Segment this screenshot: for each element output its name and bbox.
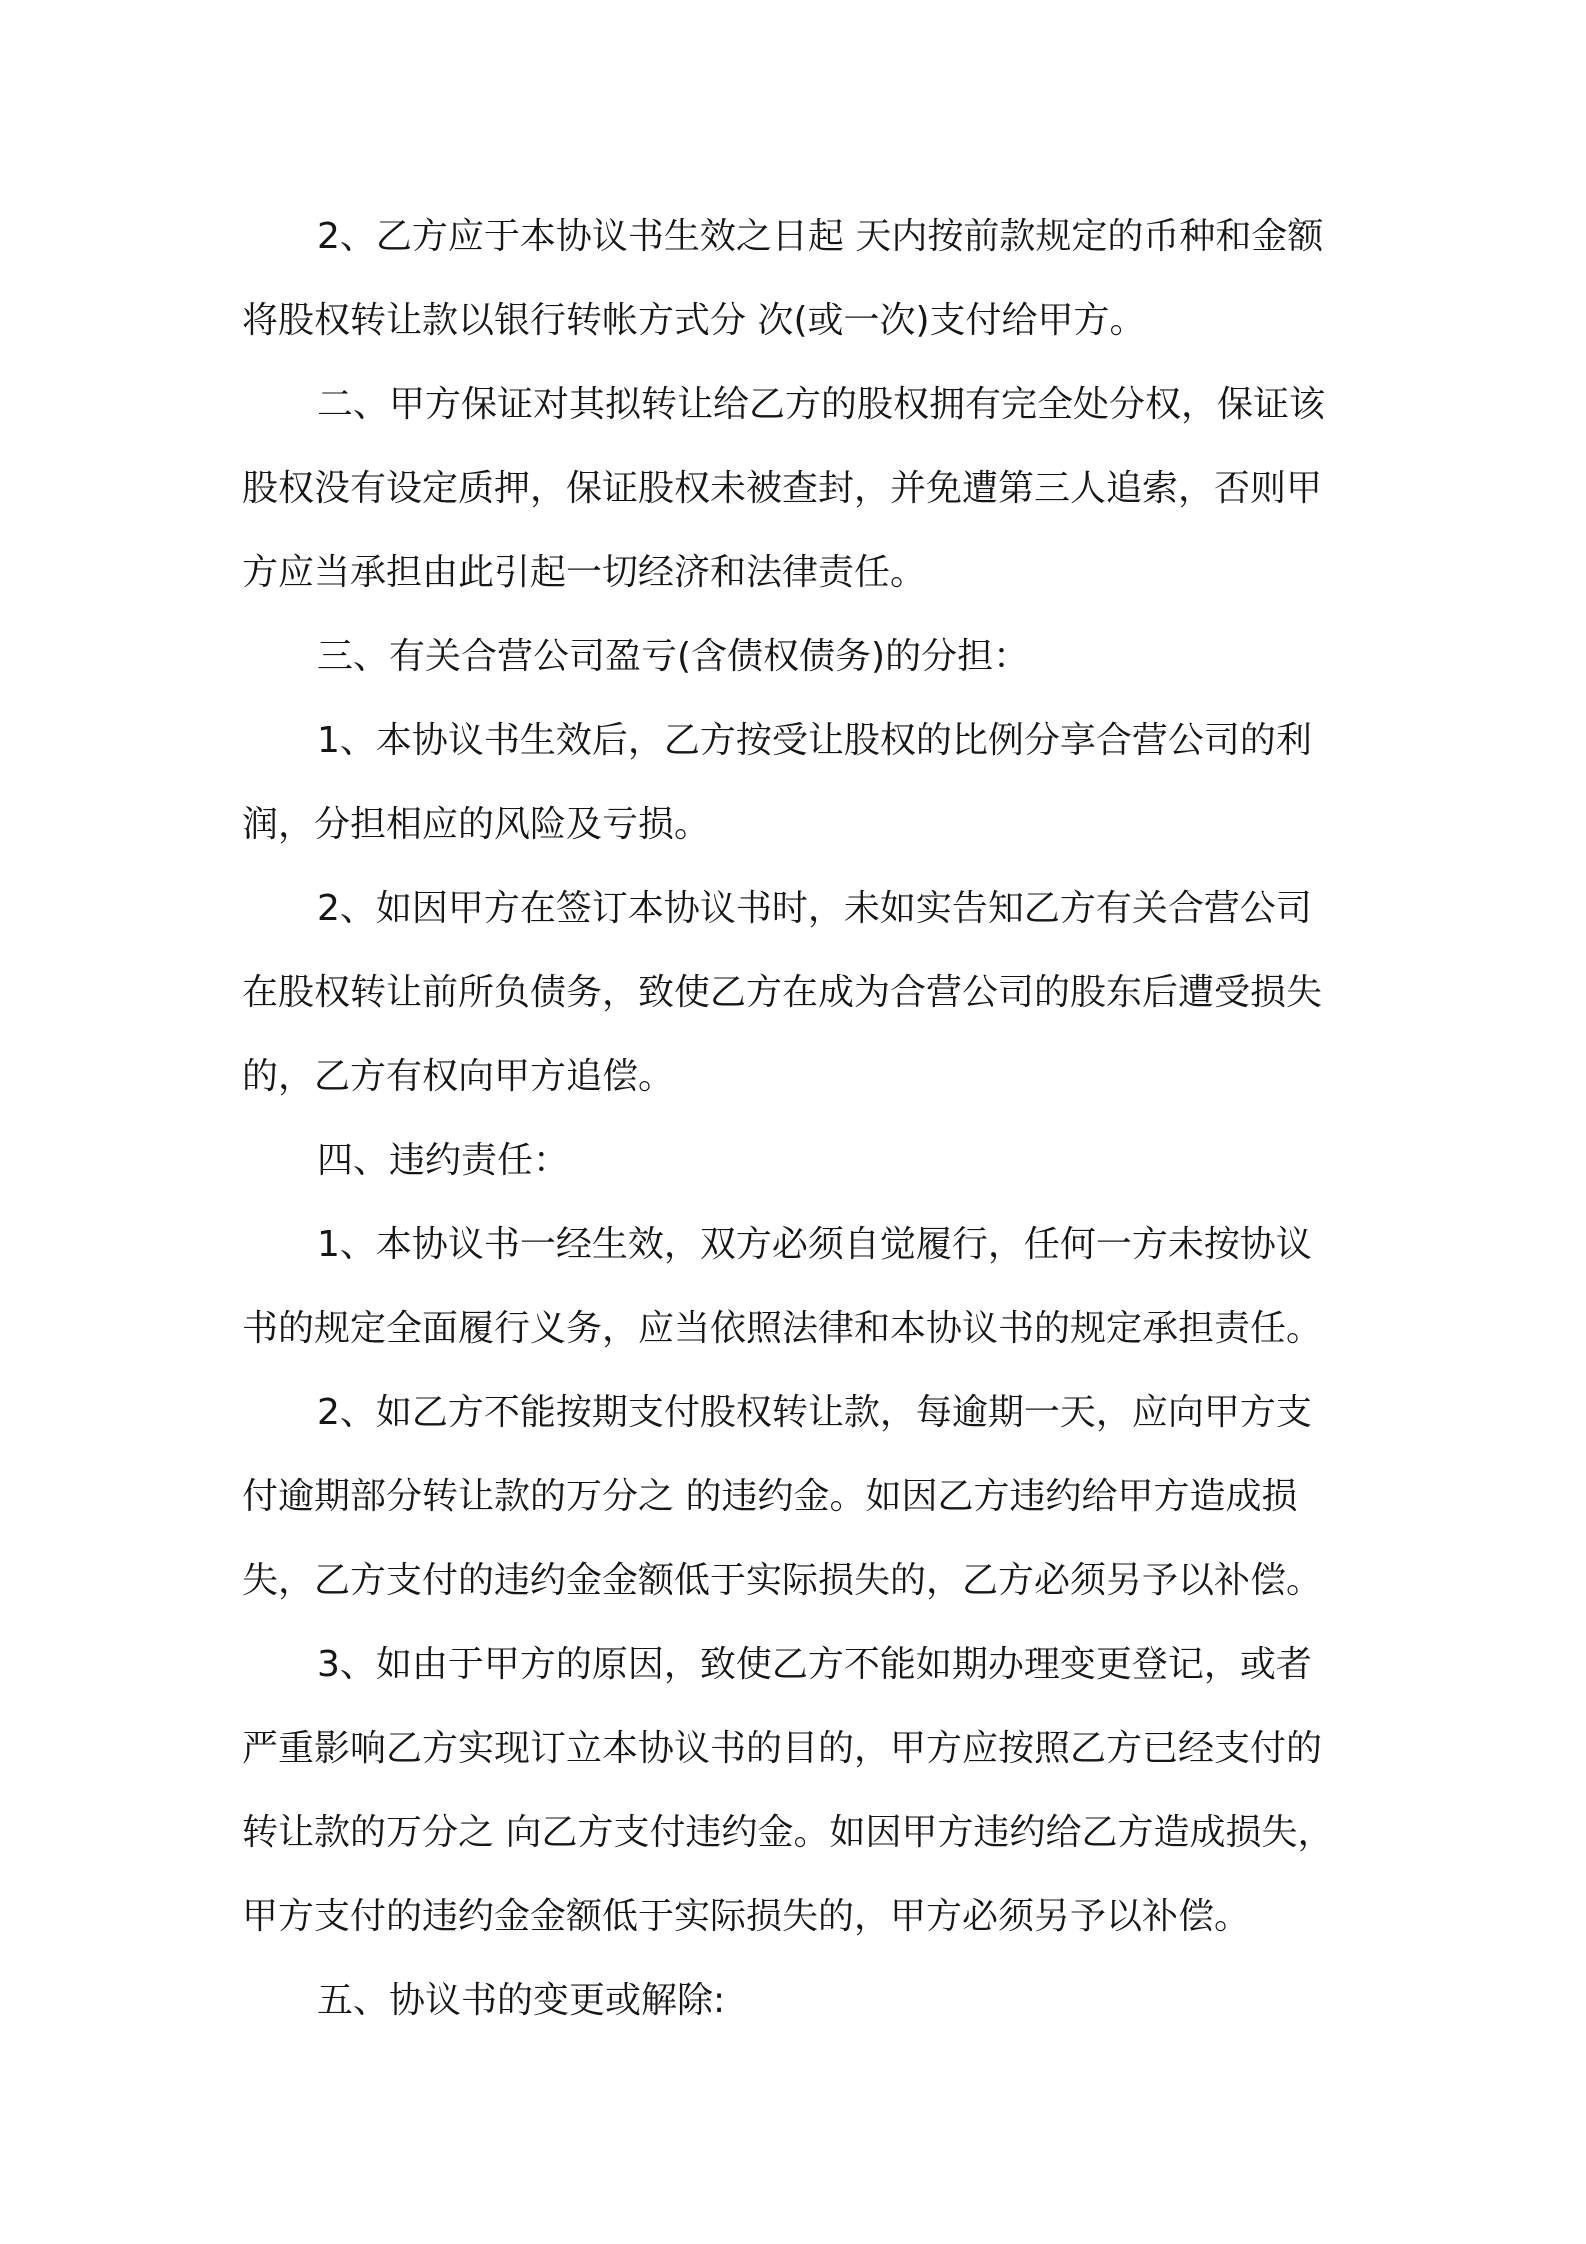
text-line: 五、协议书的变更或解除:: [317, 1980, 726, 2021]
text-line: 书的规定全面履行义务，应当依照法律和本协议书的规定承担责任。: [242, 1308, 1323, 1349]
text-line: 润，分担相应的风险及亏损。: [242, 804, 711, 845]
paragraph-registration-default: [242, 1623, 1362, 1959]
text-line: 二、甲方保证对其拟转让给乙方的股权拥有完全处分权，保证该: [317, 384, 1326, 425]
text-line: 1、本协议书生效后，乙方按受让股权的比例分享合营公司的利: [317, 720, 1312, 761]
text-line: 的，乙方有权向甲方追偿。: [242, 1056, 675, 1097]
text-line: 3、如由于甲方的原因，致使乙方不能如期办理变更登记，或者: [317, 1644, 1312, 1685]
section-heading-three: [242, 615, 1362, 699]
text-line: 1、本协议书一经生效，双方必须自觉履行，任何一方未按协议: [317, 1224, 1312, 1265]
paragraph-late-payment: [242, 1371, 1362, 1623]
text-line: 严重影响乙方实现订立本协议书的目的，甲方应按照乙方已经支付的: [242, 1728, 1323, 1769]
section-heading-five: [242, 1959, 1362, 2043]
text-line: 甲方支付的违约金金额低于实际损失的，甲方必须另予以补偿。: [242, 1896, 1251, 1937]
text-line: 2、如因甲方在签订本协议书时，未如实告知乙方有关合营公司: [317, 888, 1312, 929]
text-line: 失，乙方支付的违约金金额低于实际损失的，乙方必须另予以补偿。: [242, 1560, 1323, 1601]
document-body: [242, 195, 1362, 2043]
text-line: 2、乙方应于本协议书生效之日起 天内按前款规定的币种和金额: [317, 216, 1324, 257]
text-line: 股权没有设定质押，保证股权未被查封，并免遭第三人追索，否则甲: [242, 468, 1323, 509]
paragraph-debt-recovery: [242, 867, 1362, 1119]
text-line: 四、违约责任：: [317, 1140, 570, 1181]
text-line: 付逾期部分转让款的万分之 的违约金。如因乙方违约给甲方造成损: [242, 1476, 1298, 1517]
paragraph-breach-general: [242, 1203, 1362, 1371]
paragraph-profit-sharing: [242, 699, 1362, 867]
text-line: 2、如乙方不能按期支付股权转让款，每逾期一天，应向甲方支: [317, 1392, 1312, 1433]
text-line: 转让款的万分之 向乙方支付违约金。如因甲方违约给乙方造成损失，: [242, 1812, 1334, 1853]
text-line: 将股权转让款以银行转帐方式分 次(或一次)支付给甲方。: [242, 300, 1146, 341]
paragraph-payment-terms: [242, 195, 1362, 363]
text-line: 方应当承担由此引起一切经济和法律责任。: [242, 552, 927, 593]
text-line: 三、有关合营公司盈亏(含债权债务)的分担：: [317, 636, 1030, 677]
section-heading-four: [242, 1119, 1362, 1203]
paragraph-section-two: [242, 363, 1362, 615]
text-line: 在股权转让前所负债务，致使乙方在成为合营公司的股东后遭受损失: [242, 972, 1323, 1013]
